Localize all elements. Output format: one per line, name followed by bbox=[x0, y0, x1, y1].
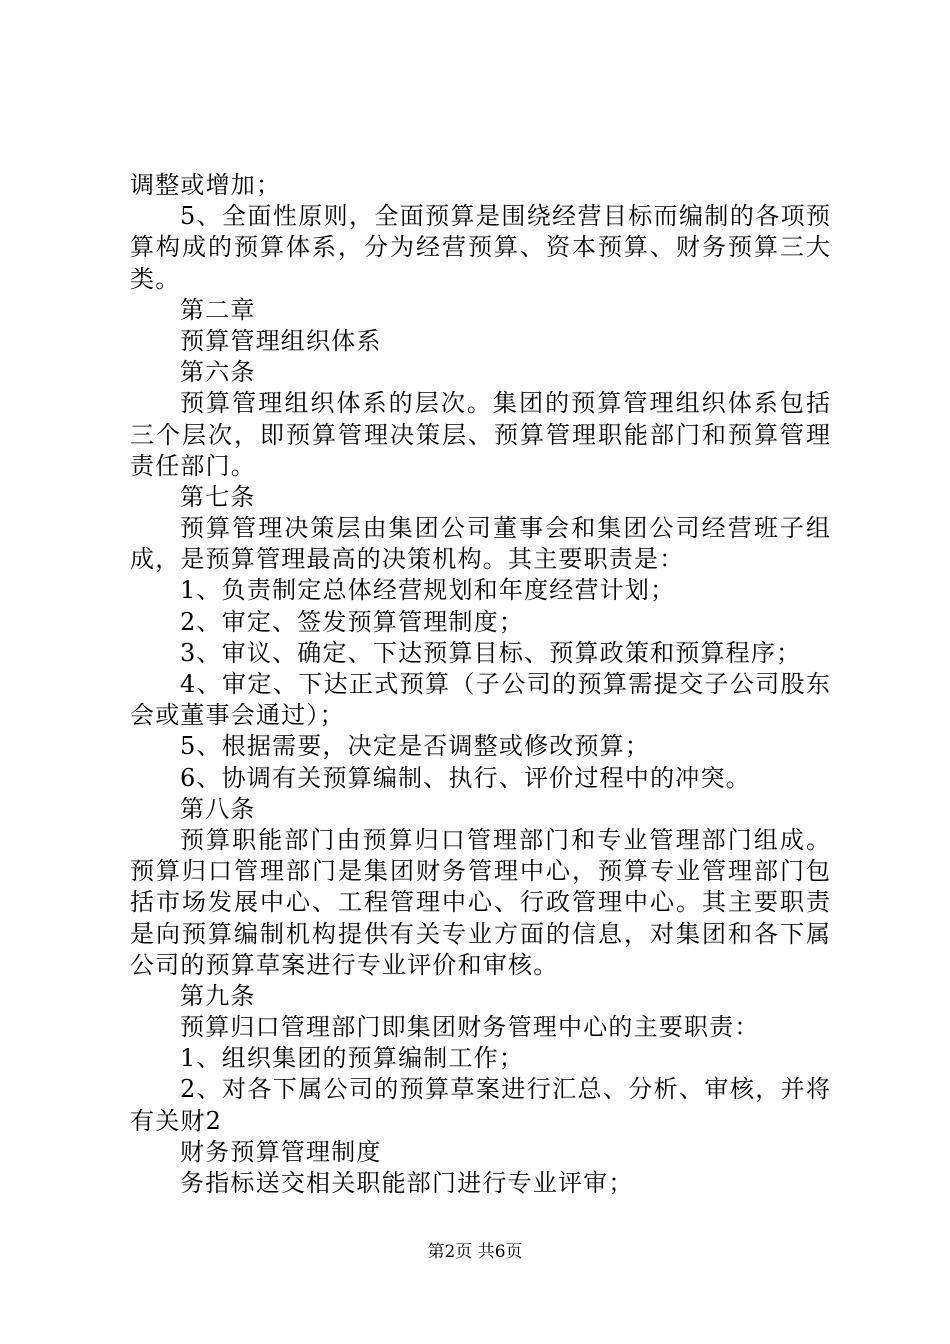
text-line: 调整或增加； bbox=[130, 171, 282, 199]
page-indicator: 第2页 共6页 bbox=[427, 1242, 523, 1262]
text-line: 三个层次，即预算管理决策层、预算管理职能部门和预算管理 bbox=[130, 420, 830, 449]
text-line: 第二章 bbox=[180, 295, 256, 324]
text-line: 1、负责制定总体经营规划和年度经营计划； bbox=[180, 576, 676, 605]
text-line: 是向预算编制机构提供有关专业方面的信息，对集团和各下属 bbox=[130, 919, 830, 948]
text-line: 务指标送交相关职能部门进行专业评审； bbox=[180, 1169, 634, 1197]
text-line: 财务预算管理制度 bbox=[180, 1137, 382, 1166]
text-line: 预算管理组织体系 bbox=[180, 326, 382, 355]
text-line: 预算管理组织体系的层次。集团的预算管理组织体系包括 bbox=[180, 389, 830, 418]
text-line: 第九条 bbox=[180, 981, 256, 1010]
text-line: 1、组织集团的预算编制工作； bbox=[180, 1044, 525, 1073]
text-line: 类。 bbox=[130, 264, 181, 293]
text-line: 预算管理决策层由集团公司董事会和集团公司经营班子组 bbox=[180, 514, 830, 543]
text-line: 会或董事会通过）； bbox=[130, 701, 345, 730]
text-line: 5、根据需要，决定是否调整或修改预算； bbox=[180, 732, 651, 761]
text-line: 有关财2 bbox=[130, 1106, 223, 1135]
text-line: 2、审定、签发预算管理制度； bbox=[180, 607, 525, 636]
text-line: 成，是预算管理最高的决策机构。其主要职责是： bbox=[130, 545, 685, 574]
text-line: 预算归口管理部门即集团财务管理中心的主要职责： bbox=[180, 1013, 760, 1042]
text-line: 第八条 bbox=[180, 794, 256, 823]
text-line: 第七条 bbox=[180, 482, 256, 511]
text-line: 公司的预算草案进行专业评价和审核。 bbox=[130, 950, 559, 979]
text-line: 4、审定、下达正式预算（子公司的预算需提交子公司股东 bbox=[180, 670, 830, 698]
document-body bbox=[130, 170, 830, 1199]
text-line: 算构成的预算体系，分为经营预算、资本预算、财务预算三大 bbox=[130, 233, 830, 262]
text-line: 责任部门。 bbox=[130, 451, 256, 480]
text-line: 2、对各下属公司的预算草案进行汇总、分析、审核，并将 bbox=[180, 1075, 830, 1104]
text-line: 6、协调有关预算编制、执行、评价过程中的冲突。 bbox=[180, 763, 751, 792]
page-footer bbox=[0, 1240, 950, 1264]
text-line: 括市场发展中心、工程管理中心、行政管理中心。其主要职责 bbox=[130, 888, 830, 917]
text-line: 第六条 bbox=[180, 358, 256, 387]
text-line: 预算归口管理部门是集团财务管理中心，预算专业管理部门包 bbox=[130, 857, 830, 886]
text-line: 预算职能部门由预算归口管理部门和专业管理部门组成。 bbox=[180, 825, 830, 854]
text-line: 5、全面性原则，全面预算是围绕经营目标而编制的各项预 bbox=[180, 202, 830, 231]
text-line: 3、审议、确定、下达预算目标、预算政策和预算程序； bbox=[180, 638, 802, 667]
